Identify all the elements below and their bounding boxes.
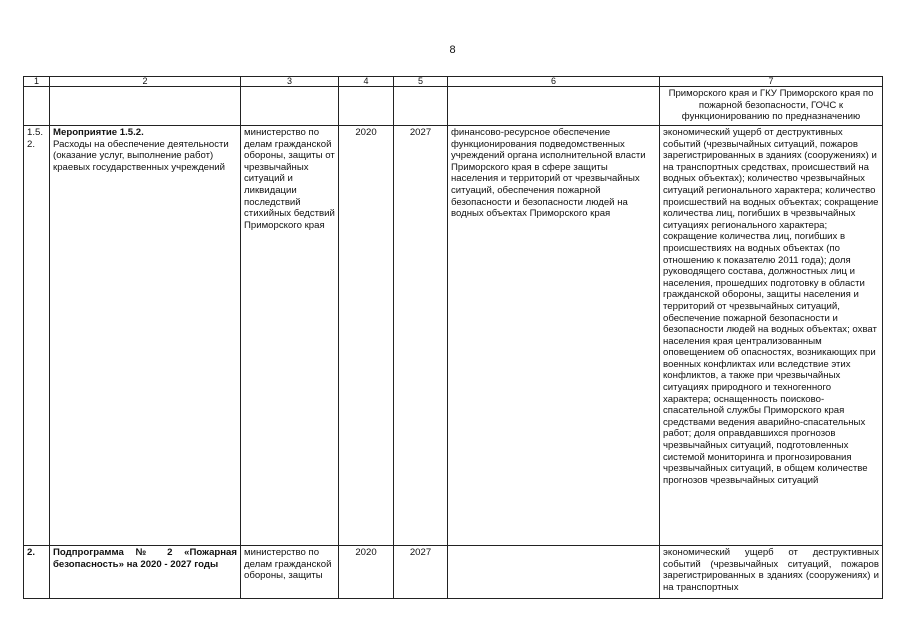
end-year: 2027 bbox=[394, 126, 448, 546]
end-year: 2027 bbox=[394, 546, 448, 599]
column-header: 1 bbox=[24, 77, 50, 87]
executor-cell: министерство по делам гражданской обороны, защиты bbox=[241, 546, 339, 599]
column-header: 4 bbox=[339, 77, 394, 87]
row-number: 1.5. 2. bbox=[24, 126, 50, 546]
measure-description: Расходы на обеспечение деятельности (оказание услуг, выполнение работ) краевых государственных учреждений bbox=[53, 138, 229, 173]
continued-indicators-cell bbox=[660, 87, 883, 126]
indicators-cell: экономический ущерб от деструктивных событий (чрезвычайных ситуаций, пожаров зарегистрированных в зданиях (сооружениях) и на транспортных средствах, происшествий на водных объектах); количество чрезвычайных ситуаций регионального характера; количество происшествий на водных объектах; сокращение количества лиц, погибших в чрезвычайных ситуациях регионального характера; сокращение количества лиц, погибших в происшествиях на водных объектах (по отношению к показателю 2011 года); доля руководящего состава, должностных лиц и населения, прошедших подготовку в области гражданской обороны, защиты населения и территорий от чрезвычайных ситуаций, обеспечение пожарной безопасности и безопасности людей на водных объектах; охват населения края централизованным оповещением об опасностях, возникающих при военных конфликтах или вследствие этих конфликтов, а также при чрезвычайных ситуациях природного и техногенного характера; оснащенность поисково-спасательной службы Приморского края средствами ведения аварийно-спасательных работ; доля оправдавшихся прогнозов чрезвычайных ситуаций, подготовленных системой мониторинга и прогнозирования чрезвычайных ситуаций, в общем количестве прогнозов чрезвычайных ситуаций bbox=[660, 126, 883, 546]
measure-title: Мероприятие 1.5.2. bbox=[53, 127, 144, 138]
continued-indicators-text: Приморского края и ГКУ Приморского края по пожарной безопасности, ГОЧС к функционированию по предназначению bbox=[668, 88, 874, 123]
executor-cell: министерство по делам гражданской обороны, защиты от чрезвычайных ситуаций и ликвидации последствий стихийных бедствий Приморского края bbox=[241, 126, 339, 546]
indicators-cell: экономический ущерб от деструктивных событий (чрезвычайных ситуаций, пожаров зарегистрированных в зданиях (сооружениях) и на транспортных bbox=[660, 546, 883, 599]
start-year: 2020 bbox=[339, 546, 394, 599]
measures-table bbox=[23, 76, 883, 599]
column-header: 6 bbox=[448, 77, 660, 87]
column-header: 7 bbox=[660, 77, 883, 87]
column-header: 3 bbox=[241, 77, 339, 87]
row-number: 2. bbox=[24, 546, 50, 599]
measure-cell bbox=[50, 126, 241, 546]
page-number: 8 bbox=[449, 44, 456, 56]
result-cell: финансово-ресурсное обеспечение функционирования подведомственных учреждений органа исполнительной власти Приморского края в сфере защиты населения и территорий от чрезвычайных ситуаций, обеспечения пожарной безопасности и безопасности людей на водных объектах Приморского края bbox=[448, 126, 660, 546]
column-header-row bbox=[24, 77, 883, 87]
continued-row bbox=[24, 87, 883, 126]
table-row-1-5-2 bbox=[24, 126, 883, 546]
table-row-2 bbox=[24, 546, 883, 599]
start-year: 2020 bbox=[339, 126, 394, 546]
subprogram-title: Подпрограмма № 2 «Пожарная безопасность» на 2020 - 2027 годы bbox=[50, 546, 241, 599]
column-header: 2 bbox=[50, 77, 241, 87]
column-header: 5 bbox=[394, 77, 448, 87]
